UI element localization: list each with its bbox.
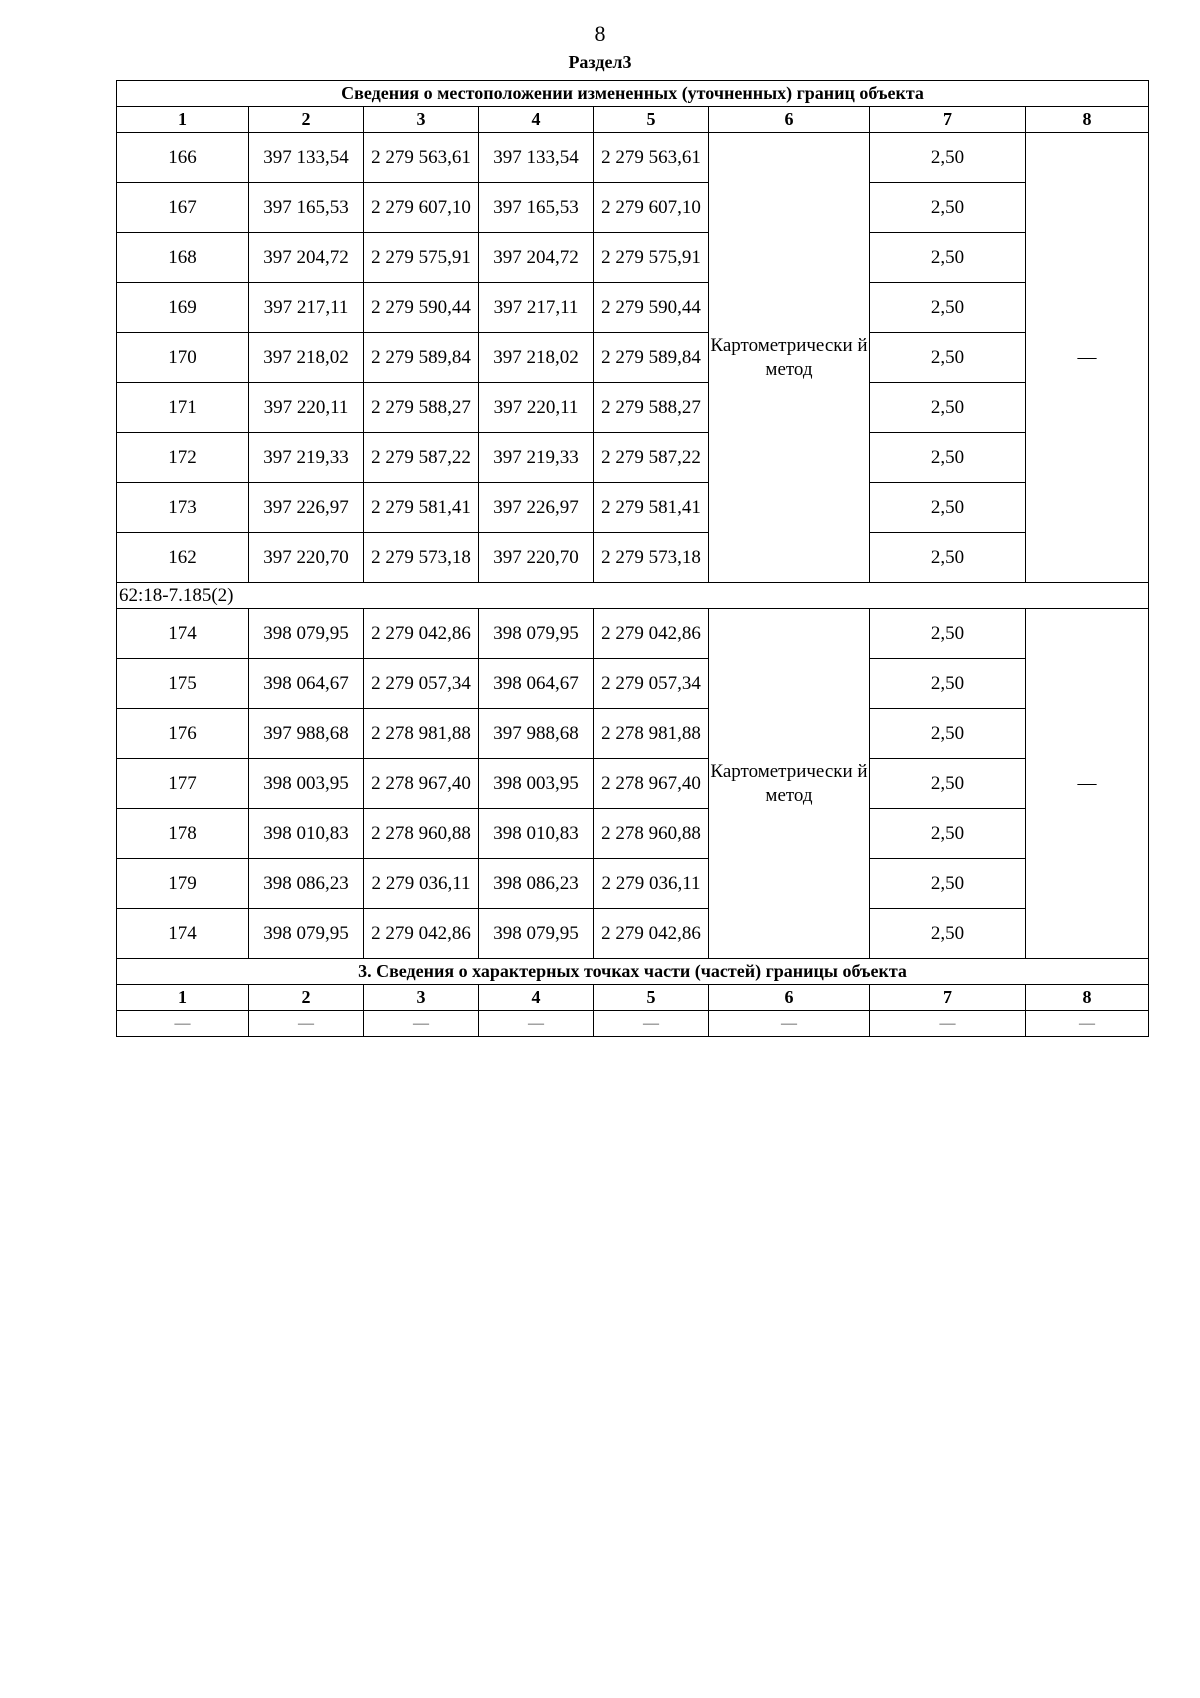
- group-label: 62:18-7.185(2): [117, 583, 1149, 609]
- coord-y-cell: 2 278 981,88: [364, 709, 479, 759]
- part-table-title: 3. Сведения о характерных точках части (частей) границы объекта: [117, 959, 1149, 985]
- accuracy-cell: 2,50: [870, 709, 1026, 759]
- column-number: 4: [479, 985, 594, 1011]
- coord-y-new-cell: 2 278 981,88: [594, 709, 709, 759]
- coord-x-cell: 397 133,54: [249, 133, 364, 183]
- point-number-cell: 175: [117, 659, 249, 709]
- coord-y-new-cell: 2 279 590,44: [594, 283, 709, 333]
- table-title: Сведения о местоположении измененных (уточненных) границ объекта: [117, 81, 1149, 107]
- accuracy-cell: 2,50: [870, 383, 1026, 433]
- coord-x-cell: 397 226,97: [249, 483, 364, 533]
- coord-y-new-cell: 2 279 588,27: [594, 383, 709, 433]
- coord-x-cell: 397 217,11: [249, 283, 364, 333]
- column-number: 8: [1026, 107, 1149, 133]
- accuracy-cell: 2,50: [870, 809, 1026, 859]
- coord-x-cell: 398 079,95: [249, 609, 364, 659]
- coord-x-new-cell: 398 079,95: [479, 909, 594, 959]
- table-row: [117, 659, 1149, 709]
- point-number-cell: 179: [117, 859, 249, 909]
- coord-y-new-cell: 2 279 575,91: [594, 233, 709, 283]
- accuracy-cell: 2,50: [870, 283, 1026, 333]
- coord-x-cell: 397 988,68: [249, 709, 364, 759]
- accuracy-cell: 2,50: [870, 133, 1026, 183]
- group1-body: [117, 133, 1149, 583]
- coord-y-new-cell: 2 278 967,40: [594, 759, 709, 809]
- coord-y-cell: 2 279 589,84: [364, 333, 479, 383]
- coord-x-new-cell: 397 219,33: [479, 433, 594, 483]
- point-number-cell: 178: [117, 809, 249, 859]
- description-cell: —: [1026, 609, 1149, 959]
- table-row: [117, 483, 1149, 533]
- point-number-cell: 173: [117, 483, 249, 533]
- accuracy-cell: 2,50: [870, 909, 1026, 959]
- point-number-cell: 172: [117, 433, 249, 483]
- point-number-cell: 174: [117, 909, 249, 959]
- table-row: [117, 709, 1149, 759]
- group2-body: [117, 609, 1149, 959]
- table-row: [117, 233, 1149, 283]
- table-row: [117, 383, 1149, 433]
- coord-x-cell: 397 220,11: [249, 383, 364, 433]
- column-number: 2: [249, 107, 364, 133]
- coord-x-cell: 398 064,67: [249, 659, 364, 709]
- coord-y-new-cell: 2 279 607,10: [594, 183, 709, 233]
- coord-y-cell: 2 279 036,11: [364, 859, 479, 909]
- table-row: [117, 133, 1149, 183]
- accuracy-cell: 2,50: [870, 609, 1026, 659]
- coord-x-new-cell: 397 133,54: [479, 133, 594, 183]
- coord-x-cell: 397 165,53: [249, 183, 364, 233]
- method-cell: Картометрически й метод: [709, 609, 870, 959]
- empty-cell: —: [117, 1011, 249, 1037]
- empty-cell: —: [594, 1011, 709, 1037]
- column-number: 1: [117, 985, 249, 1011]
- point-number-cell: 174: [117, 609, 249, 659]
- column-number: 6: [709, 985, 870, 1011]
- accuracy-cell: 2,50: [870, 859, 1026, 909]
- table-row: [117, 183, 1149, 233]
- coord-x-new-cell: 397 204,72: [479, 233, 594, 283]
- point-number-cell: 170: [117, 333, 249, 383]
- column-number: 2: [249, 985, 364, 1011]
- coord-y-cell: 2 279 057,34: [364, 659, 479, 709]
- accuracy-cell: 2,50: [870, 433, 1026, 483]
- table-row: [117, 909, 1149, 959]
- table-row: [117, 859, 1149, 909]
- accuracy-cell: 2,50: [870, 183, 1026, 233]
- coord-x-new-cell: 398 010,83: [479, 809, 594, 859]
- coord-y-cell: 2 278 960,88: [364, 809, 479, 859]
- point-number-cell: 177: [117, 759, 249, 809]
- coord-y-new-cell: 2 279 042,86: [594, 909, 709, 959]
- coord-x-new-cell: 397 988,68: [479, 709, 594, 759]
- empty-cell: —: [364, 1011, 479, 1037]
- point-number-cell: 167: [117, 183, 249, 233]
- point-number-cell: 166: [117, 133, 249, 183]
- coord-y-cell: 2 279 573,18: [364, 533, 479, 583]
- coord-x-new-cell: 398 003,95: [479, 759, 594, 809]
- empty-cell: —: [870, 1011, 1026, 1037]
- coord-y-new-cell: 2 279 563,61: [594, 133, 709, 183]
- accuracy-cell: 2,50: [870, 659, 1026, 709]
- coord-y-cell: 2 279 587,22: [364, 433, 479, 483]
- coord-x-cell: 398 086,23: [249, 859, 364, 909]
- description-cell: —: [1026, 133, 1149, 583]
- table-row: [117, 533, 1149, 583]
- column-number: 5: [594, 107, 709, 133]
- empty-cell: —: [249, 1011, 364, 1037]
- empty-cell: —: [709, 1011, 870, 1037]
- empty-cell: —: [479, 1011, 594, 1037]
- point-number-cell: 168: [117, 233, 249, 283]
- coord-x-new-cell: 398 086,23: [479, 859, 594, 909]
- point-number-cell: 171: [117, 383, 249, 433]
- coord-x-cell: 397 219,33: [249, 433, 364, 483]
- coord-y-new-cell: 2 279 042,86: [594, 609, 709, 659]
- method-cell: Картометрически й метод: [709, 133, 870, 583]
- column-number: 7: [870, 107, 1026, 133]
- table-row: [117, 609, 1149, 659]
- coord-x-cell: 398 010,83: [249, 809, 364, 859]
- column-number: 7: [870, 985, 1026, 1011]
- coord-y-cell: 2 279 042,86: [364, 909, 479, 959]
- point-number-cell: 162: [117, 533, 249, 583]
- accuracy-cell: 2,50: [870, 759, 1026, 809]
- page-number: 8: [594, 21, 606, 46]
- coord-x-cell: 397 204,72: [249, 233, 364, 283]
- coord-x-new-cell: 398 064,67: [479, 659, 594, 709]
- coord-x-new-cell: 397 226,97: [479, 483, 594, 533]
- coord-x-cell: 398 003,95: [249, 759, 364, 809]
- accuracy-cell: 2,50: [870, 533, 1026, 583]
- empty-cell: —: [1026, 1011, 1149, 1037]
- point-number-cell: 169: [117, 283, 249, 333]
- section-title: Раздел3: [568, 52, 632, 72]
- coord-x-new-cell: 398 079,95: [479, 609, 594, 659]
- coord-x-cell: 398 079,95: [249, 909, 364, 959]
- coord-y-new-cell: 2 279 587,22: [594, 433, 709, 483]
- column-number: 4: [479, 107, 594, 133]
- point-number-cell: 176: [117, 709, 249, 759]
- coord-y-new-cell: 2 278 960,88: [594, 809, 709, 859]
- accuracy-cell: 2,50: [870, 483, 1026, 533]
- accuracy-cell: 2,50: [870, 233, 1026, 283]
- coord-y-cell: 2 279 590,44: [364, 283, 479, 333]
- boundary-table: [116, 80, 1149, 1037]
- column-number: 8: [1026, 985, 1149, 1011]
- coord-y-new-cell: 2 279 589,84: [594, 333, 709, 383]
- table-row: [117, 333, 1149, 383]
- table-row: [117, 809, 1149, 859]
- coord-y-cell: 2 279 575,91: [364, 233, 479, 283]
- coord-x-new-cell: 397 217,11: [479, 283, 594, 333]
- table-row: [117, 283, 1149, 333]
- coord-x-new-cell: 397 165,53: [479, 183, 594, 233]
- coord-y-cell: 2 279 042,86: [364, 609, 479, 659]
- column-number: 3: [364, 985, 479, 1011]
- coord-y-cell: 2 279 563,61: [364, 133, 479, 183]
- column-number: 3: [364, 107, 479, 133]
- coord-y-cell: 2 279 588,27: [364, 383, 479, 433]
- coord-x-new-cell: 397 220,70: [479, 533, 594, 583]
- column-number: 6: [709, 107, 870, 133]
- coord-y-new-cell: 2 279 057,34: [594, 659, 709, 709]
- coord-x-cell: 397 218,02: [249, 333, 364, 383]
- coord-y-cell: 2 279 607,10: [364, 183, 479, 233]
- coord-y-new-cell: 2 279 581,41: [594, 483, 709, 533]
- column-number: 1: [117, 107, 249, 133]
- accuracy-cell: 2,50: [870, 333, 1026, 383]
- coord-y-new-cell: 2 279 573,18: [594, 533, 709, 583]
- coord-y-cell: 2 278 967,40: [364, 759, 479, 809]
- coord-y-cell: 2 279 581,41: [364, 483, 479, 533]
- table-row: [117, 759, 1149, 809]
- coord-y-new-cell: 2 279 036,11: [594, 859, 709, 909]
- coord-x-new-cell: 397 218,02: [479, 333, 594, 383]
- coord-x-cell: 397 220,70: [249, 533, 364, 583]
- coord-x-new-cell: 397 220,11: [479, 383, 594, 433]
- table-row: [117, 433, 1149, 483]
- column-number: 5: [594, 985, 709, 1011]
